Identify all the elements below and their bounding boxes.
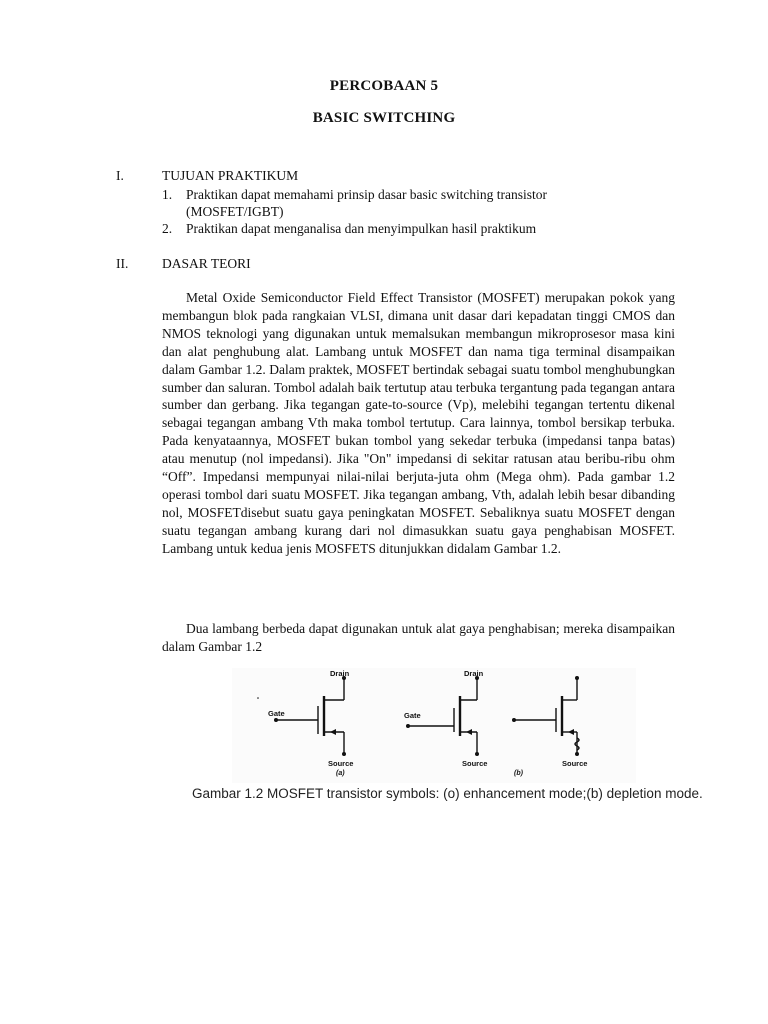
paragraph-2: Dua lambang berbeda dapat digunakan untuk alat gaya penghabisan; mereka disampaikan dalam Gambar 1.2 <box>162 621 675 654</box>
gate-label: Gate <box>404 711 421 720</box>
section-2-number: II. <box>116 256 129 271</box>
list-item-number: 2. <box>162 221 173 236</box>
section-1-heading: TUJUAN PRAKTIKUM <box>162 168 299 183</box>
list-item-number: 1. <box>162 187 173 202</box>
list-item <box>162 186 622 220</box>
page-subtitle: BASIC SWITCHING <box>312 110 456 126</box>
source-label: Source <box>462 759 488 768</box>
label-b: (b) <box>514 770 523 777</box>
gate-label: Gate <box>268 709 285 718</box>
section-1-number: I. <box>116 168 124 183</box>
mosfet-figure <box>232 668 636 783</box>
page-title: PERCOBAAN 5 <box>329 78 439 94</box>
source-label: Source <box>562 759 588 768</box>
source-label: Source <box>328 759 354 768</box>
list-item-text: Praktikan dapat menganalisa dan menyimpulkan hasil praktikum <box>186 221 537 236</box>
drain-label: Drain <box>464 669 484 678</box>
mosfet-symbols-diagram <box>232 668 636 783</box>
drain-label: Drain <box>330 669 350 678</box>
paragraph-1: Metal Oxide Semiconductor Field Effect Transistor (MOSFET) merupakan pokok yang membangun blok pada rangkaian VLSI, dimana unit dasar dari kepadatan tinggi CMOS dan NMOS teknologi yang digunakan untuk memalsukan membangun mikroprosesor masa kini dan alat penghubung alat. Lambang untuk MOSFET dan nama tiga terminal disampaikan dalam Gambar 1.2. Dalam praktek, MOSFET bertindak sebagai suatu tombol menghubungkan sumber dan saluran. Tombol adalah baik tertutup atau terbuka tergantung pada tegangan antara sumber dan gerbang. Jika tegangan gate-to-source (Vp), melebihi tegangan tertentu dikenal sebagai tegangan ambang Vth maka tombol tertutup. Cara lainnya, tombol bersikap terbuka. Pada kenyataannya, MOSFET bukan tombol yang sekedar terbuka (impedansi tanpa batas) atau menutup (nol impedansi). Jika "On" impedansi di sekitar ratusan atau beribu-ribu ohm “Off”. Impedansi mempunyai nilai-nilai berjuta-juta ohm (Mega ohm). Pada gambar 1.2 operasi tombol dari suatu MOSFET. Jika tegangan ambang, Vth, adalah lebih besar dibanding nol, MOSFETdisebut suatu gaya peningkatan MOSFET. Sebaliknya suatu MOSFET dengan suatu tegangan ambang kurang dari nol dimasukkan suatu gaya penghabisan MOSFET. Lambang untuk kedua jenis MOSFETS ditunjukkan didalam Gambar 1.2. <box>162 290 675 556</box>
section-2-heading: DASAR TEORI <box>162 256 251 271</box>
list-item-text: Praktikan dapat memahami prinsip dasar basic switching transistor (MOSFET/IGBT) <box>186 187 548 219</box>
label-a: (a) <box>336 770 345 777</box>
figure-caption: Gambar 1.2 MOSFET transistor symbols: (o) enhancement mode;(b) depletion mode. <box>192 786 703 801</box>
